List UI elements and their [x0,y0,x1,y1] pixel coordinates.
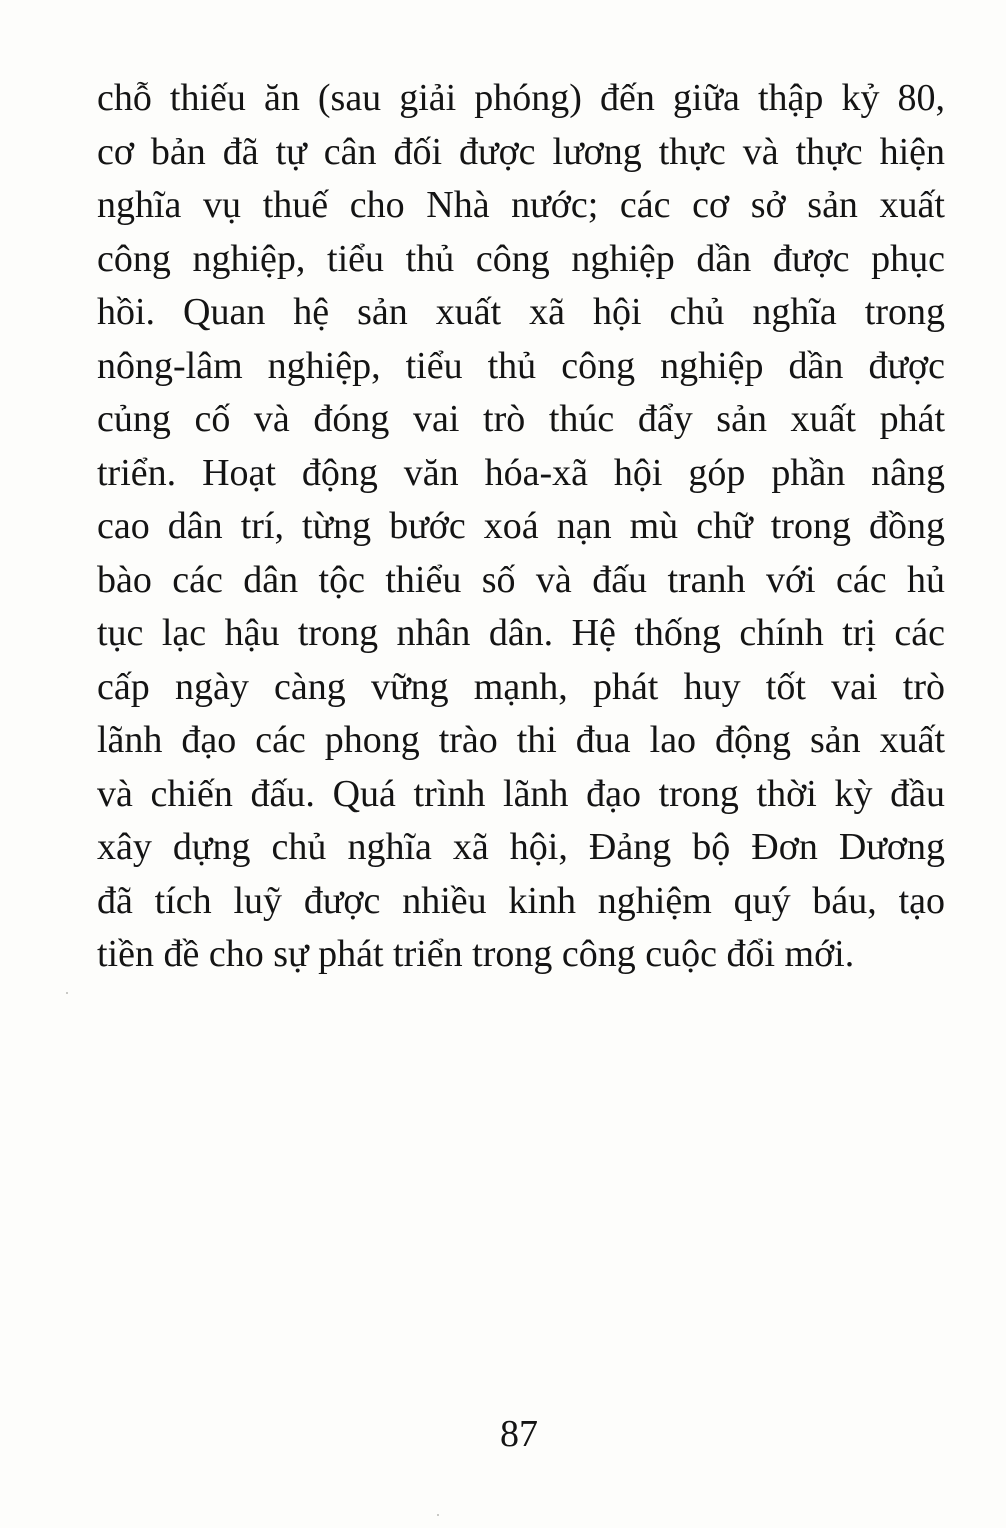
text-line: công nghiệp, tiểu thủ công nghiệp dần được phục [97,237,945,280]
text-line: chỗ thiếu ăn (sau giải phóng) đến giữa thập kỷ 80, [97,77,945,119]
text-line: cơ bản đã tự cân đối được lương thực và thực hiện [97,130,945,173]
body-paragraph [97,72,945,982]
text-line: tiền đề cho sự phát triển trong công cuộc đổi mới. [97,933,855,975]
text-line: và chiến đấu. Quá trình lãnh đạo trong thời kỳ đầu [97,772,945,815]
text-line: hồi. Quan hệ sản xuất xã hội chủ nghĩa trong [97,291,945,333]
text-line: nghĩa vụ thuế cho Nhà nước; các cơ sở sản xuất [97,184,945,226]
page-number: 87 [500,1413,538,1455]
text-line: bào các dân tộc thiểu số và đấu tranh với các hủ [97,558,945,601]
text-line: nông-lâm nghiệp, tiểu thủ công nghiệp dần được [97,344,945,387]
text-line: xây dựng chủ nghĩa xã hội, Đảng bộ Đơn Dương [97,826,945,868]
scan-speck [437,1514,439,1516]
text-line: đã tích luỹ được nhiều kinh nghiệm quý báu, tạo [97,879,945,922]
text-line: củng cố và đóng vai trò thúc đẩy sản xuất phát [97,398,945,440]
text-line: tục lạc hậu trong nhân dân. Hệ thống chính trị các [97,612,945,654]
scan-speck [66,992,68,994]
text-line: cao dân trí, từng bước xoá nạn mù chữ trong đồng [97,505,945,547]
text-line: triển. Hoạt động văn hóa-xã hội góp phần nâng [97,451,945,494]
text-line: cấp ngày càng vững mạnh, phát huy tốt vai trò [97,665,945,708]
text-line: lãnh đạo các phong trào thi đua lao động sản xuất [97,719,945,761]
